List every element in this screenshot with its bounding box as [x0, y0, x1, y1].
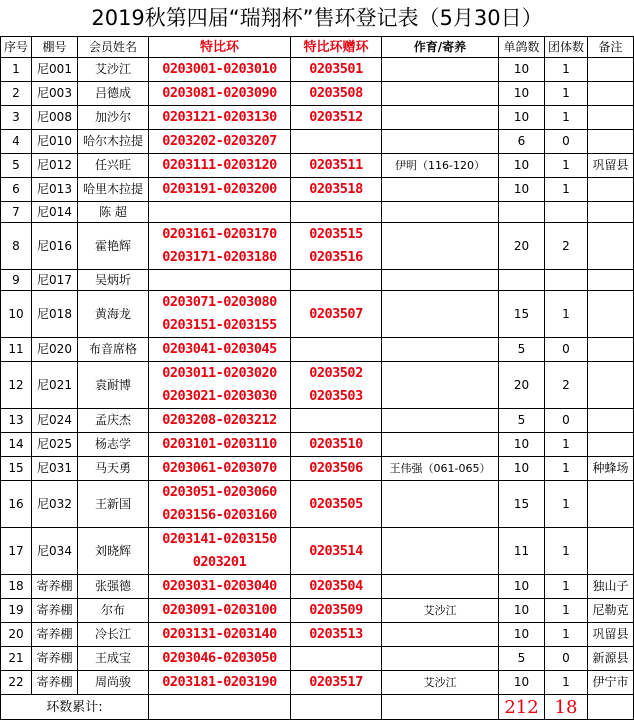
raise-cell	[382, 82, 499, 106]
seq-cell: 5	[1, 154, 32, 178]
single-total: 212	[499, 695, 545, 720]
group-count-cell: 1	[545, 623, 588, 647]
special-ring-cell-line: 0203161-0203170	[162, 226, 277, 242]
raise-cell	[382, 575, 499, 599]
raise-cell	[382, 528, 499, 575]
gift-ring-cell	[291, 671, 382, 695]
summary-empty-cell	[291, 695, 382, 720]
table-row	[1, 291, 634, 338]
member-name-cell: 任兴旺	[78, 154, 149, 178]
gift-ring-cell	[291, 58, 382, 82]
group-count-cell: 1	[545, 457, 588, 481]
special-ring-cell	[149, 154, 291, 178]
loft-cell: 尼014	[32, 202, 78, 223]
member-name-cell: 吴炳圻	[78, 270, 149, 291]
page-title: 2019秋第四届“瑞翔杯”售环登记表（5月30日）	[91, 6, 543, 30]
member-name-cell: 艾沙江	[78, 58, 149, 82]
raise-cell	[382, 178, 499, 202]
seq-cell: 22	[1, 671, 32, 695]
raise-cell	[382, 202, 499, 223]
table-row	[1, 130, 634, 154]
gift-ring-cell	[291, 528, 382, 575]
special-ring-cell-line: 0203081-0203090	[162, 85, 277, 101]
gift-ring-cell-line: 0203506	[309, 460, 363, 476]
raise-cell: 王伟强（061-065）	[382, 457, 499, 481]
single-count-cell: 10	[499, 575, 545, 599]
loft-cell: 尼008	[32, 106, 78, 130]
group-count-cell: 1	[545, 291, 588, 338]
gift-ring-cell-line: 0203505	[309, 495, 363, 512]
special-ring-cell-line: 0203171-0203180	[162, 249, 277, 265]
special-ring-cell-line: 0203021-0203030	[162, 388, 277, 404]
single-count-cell: 5	[499, 338, 545, 362]
raise-cell	[382, 433, 499, 457]
seq-cell: 9	[1, 270, 32, 291]
gift-ring-cell	[291, 647, 382, 671]
special-ring-cell-line: 0203046-0203050	[162, 650, 277, 666]
single-count-cell	[499, 202, 545, 223]
seq-cell: 17	[1, 528, 32, 575]
raise-cell	[382, 409, 499, 433]
seq-cell: 12	[1, 362, 32, 409]
member-name-cell: 霍艳辉	[78, 223, 149, 270]
note-cell	[588, 362, 634, 409]
gift-ring-cell	[291, 154, 382, 178]
group-count-cell: 1	[545, 178, 588, 202]
note-cell: 伊宁市	[588, 671, 634, 695]
note-cell	[588, 202, 634, 223]
table-row	[1, 362, 634, 409]
loft-cell: 寄养棚	[32, 623, 78, 647]
group-count-cell: 1	[545, 575, 588, 599]
member-name-cell: 布音席格	[78, 338, 149, 362]
special-ring-cell	[149, 270, 291, 291]
loft-cell: 寄养棚	[32, 647, 78, 671]
raise-cell	[382, 481, 499, 528]
single-count-cell: 10	[499, 178, 545, 202]
gift-ring-cell	[291, 409, 382, 433]
special-ring-cell-line: 0203208-0203212	[162, 412, 277, 428]
gift-ring-cell-line: 0203514	[309, 542, 363, 559]
header-seq: 序号	[1, 37, 32, 58]
note-cell: 尼勒克	[588, 599, 634, 623]
loft-cell: 尼016	[32, 223, 78, 270]
loft-cell: 尼034	[32, 528, 78, 575]
gift-ring-cell	[291, 270, 382, 291]
table-row	[1, 409, 634, 433]
note-cell	[588, 178, 634, 202]
loft-cell: 尼032	[32, 481, 78, 528]
special-ring-cell-line: 0203181-0203190	[162, 674, 277, 690]
loft-cell: 尼031	[32, 457, 78, 481]
single-count-cell: 20	[499, 223, 545, 270]
member-name-cell: 杨志学	[78, 433, 149, 457]
table-row	[1, 178, 634, 202]
special-ring-cell	[149, 623, 291, 647]
header-special-ring: 特比环	[149, 37, 291, 58]
table-row	[1, 457, 634, 481]
member-name-cell: 陈 超	[78, 202, 149, 223]
table-row	[1, 106, 634, 130]
raise-cell	[382, 106, 499, 130]
note-cell	[588, 130, 634, 154]
gift-ring-cell	[291, 623, 382, 647]
raise-cell: 伊明（116-120）	[382, 154, 499, 178]
note-cell	[588, 291, 634, 338]
gift-ring-cell	[291, 575, 382, 599]
special-ring-cell	[149, 178, 291, 202]
loft-cell: 寄养棚	[32, 575, 78, 599]
member-name-cell: 冷长江	[78, 623, 149, 647]
header-gift-ring: 特比环赠环	[291, 37, 382, 58]
table-row	[1, 58, 634, 82]
note-cell: 新源县	[588, 647, 634, 671]
special-ring-cell	[149, 223, 291, 270]
header-member: 会员姓名	[78, 37, 149, 58]
special-ring-cell	[149, 647, 291, 671]
header-raise: 作育/寄养	[382, 37, 499, 58]
gift-ring-cell	[291, 338, 382, 362]
special-ring-cell-line: 0203051-0203060	[162, 484, 277, 500]
gift-ring-cell	[291, 82, 382, 106]
loft-cell: 尼021	[32, 362, 78, 409]
summary-empty-cell	[149, 695, 291, 720]
raise-cell	[382, 130, 499, 154]
member-name-cell: 张强德	[78, 575, 149, 599]
special-ring-cell-line: 0203156-0203160	[162, 507, 277, 523]
summary-label: 环数累计:	[1, 695, 149, 720]
seq-cell: 2	[1, 82, 32, 106]
loft-cell: 寄养棚	[32, 671, 78, 695]
gift-ring-cell-line: 0203515	[309, 226, 363, 242]
gift-ring-cell	[291, 202, 382, 223]
note-cell	[588, 528, 634, 575]
gift-ring-cell-line: 0203508	[309, 85, 363, 101]
gift-ring-cell	[291, 223, 382, 270]
group-count-cell: 1	[545, 433, 588, 457]
note-cell	[588, 106, 634, 130]
raise-cell	[382, 223, 499, 270]
single-count-cell: 20	[499, 362, 545, 409]
summary-row	[1, 695, 634, 720]
special-ring-cell	[149, 106, 291, 130]
table-row	[1, 202, 634, 223]
loft-cell: 尼012	[32, 154, 78, 178]
special-ring-cell	[149, 58, 291, 82]
table-row	[1, 154, 634, 178]
group-count-cell: 2	[545, 362, 588, 409]
special-ring-cell-line: 0203191-0203200	[162, 181, 277, 197]
gift-ring-cell-line: 0203517	[309, 674, 363, 690]
special-ring-cell-line: 0203061-0203070	[162, 460, 277, 476]
group-count-cell: 1	[545, 58, 588, 82]
single-count-cell: 6	[499, 130, 545, 154]
special-ring-cell	[149, 362, 291, 409]
single-count-cell: 10	[499, 58, 545, 82]
member-name-cell: 刘晓辉	[78, 528, 149, 575]
gift-ring-cell-line: 0203501	[309, 61, 363, 77]
header-single-count: 单鸽数	[499, 37, 545, 58]
special-ring-cell-line: 0203011-0203020	[162, 365, 277, 381]
single-count-cell: 10	[499, 433, 545, 457]
member-name-cell: 王新国	[78, 481, 149, 528]
seq-cell: 16	[1, 481, 32, 528]
gift-ring-cell	[291, 178, 382, 202]
special-ring-cell	[149, 575, 291, 599]
raise-cell	[382, 338, 499, 362]
single-count-cell: 10	[499, 154, 545, 178]
table-row	[1, 481, 634, 528]
group-count-cell: 1	[545, 154, 588, 178]
table-row	[1, 338, 634, 362]
member-name-cell: 加沙尔	[78, 106, 149, 130]
group-count-cell: 1	[545, 481, 588, 528]
seq-cell: 1	[1, 58, 32, 82]
group-count-cell: 0	[545, 338, 588, 362]
summary-empty-cell	[588, 695, 634, 720]
gift-ring-cell	[291, 362, 382, 409]
loft-cell: 尼024	[32, 409, 78, 433]
note-cell: 巩留县	[588, 623, 634, 647]
special-ring-cell-line: 0203131-0203140	[162, 626, 277, 642]
special-ring-cell	[149, 481, 291, 528]
gift-ring-cell-line: 0203513	[309, 626, 363, 642]
gift-ring-cell-line: 0203509	[309, 602, 363, 618]
seq-cell: 14	[1, 433, 32, 457]
raise-cell: 艾沙江	[382, 671, 499, 695]
table-row	[1, 599, 634, 623]
table-row	[1, 433, 634, 457]
special-ring-cell-line: 0203121-0203130	[162, 109, 277, 125]
single-count-cell: 10	[499, 82, 545, 106]
note-cell	[588, 58, 634, 82]
special-ring-cell	[149, 291, 291, 338]
special-ring-cell	[149, 457, 291, 481]
seq-cell: 20	[1, 623, 32, 647]
single-count-cell: 5	[499, 647, 545, 671]
note-cell: 种蜂场	[588, 457, 634, 481]
special-ring-cell-line: 0203071-0203080	[162, 294, 277, 310]
group-count-cell: 1	[545, 528, 588, 575]
gift-ring-cell	[291, 599, 382, 623]
special-ring-cell-line: 0203201	[192, 554, 247, 570]
special-ring-cell	[149, 528, 291, 575]
gift-ring-cell	[291, 130, 382, 154]
table-row	[1, 647, 634, 671]
gift-ring-cell-line: 0203507	[309, 305, 363, 322]
note-cell	[588, 82, 634, 106]
note-cell	[588, 338, 634, 362]
seq-cell: 7	[1, 202, 32, 223]
single-count-cell: 10	[499, 106, 545, 130]
gift-ring-cell-line: 0203504	[309, 578, 363, 594]
loft-cell: 尼003	[32, 82, 78, 106]
member-name-cell: 周尚骏	[78, 671, 149, 695]
gift-ring-cell-line: 0203518	[309, 181, 363, 197]
seq-cell: 13	[1, 409, 32, 433]
header-loft: 棚号	[32, 37, 78, 58]
note-cell	[588, 270, 634, 291]
special-ring-cell-line: 0203202-0203207	[162, 133, 277, 149]
table-row	[1, 223, 634, 270]
single-count-cell: 10	[499, 671, 545, 695]
seq-cell: 6	[1, 178, 32, 202]
group-count-cell: 2	[545, 223, 588, 270]
special-ring-cell	[149, 599, 291, 623]
header-group-count: 团体数	[545, 37, 588, 58]
seq-cell: 11	[1, 338, 32, 362]
loft-cell: 尼010	[32, 130, 78, 154]
raise-cell	[382, 362, 499, 409]
gift-ring-cell-line: 0203502	[309, 365, 363, 381]
gift-ring-cell	[291, 433, 382, 457]
seq-cell: 8	[1, 223, 32, 270]
special-ring-cell-line: 0203091-0203100	[162, 602, 277, 618]
table-row	[1, 270, 634, 291]
special-ring-cell	[149, 433, 291, 457]
single-count-cell: 10	[499, 457, 545, 481]
member-name-cell: 哈尔木拉提	[78, 130, 149, 154]
gift-ring-cell-line: 0203512	[309, 109, 363, 125]
group-count-cell: 1	[545, 599, 588, 623]
loft-cell: 尼020	[32, 338, 78, 362]
seq-cell: 4	[1, 130, 32, 154]
table-row	[1, 671, 634, 695]
single-count-cell: 15	[499, 291, 545, 338]
single-count-cell: 11	[499, 528, 545, 575]
member-name-cell: 王成宝	[78, 647, 149, 671]
note-cell: 巩留县	[588, 154, 634, 178]
seq-cell: 15	[1, 457, 32, 481]
note-cell	[588, 409, 634, 433]
table-row	[1, 575, 634, 599]
table-body	[1, 58, 634, 695]
loft-cell: 尼017	[32, 270, 78, 291]
seq-cell: 10	[1, 291, 32, 338]
special-ring-cell	[149, 202, 291, 223]
special-ring-cell-line: 0203151-0203155	[162, 317, 277, 333]
loft-cell: 尼013	[32, 178, 78, 202]
note-cell: 独山子	[588, 575, 634, 599]
summary-empty-cell	[382, 695, 499, 720]
gift-ring-cell-line: 0203510	[309, 436, 363, 452]
gift-ring-cell	[291, 291, 382, 338]
table-row	[1, 623, 634, 647]
special-ring-cell	[149, 82, 291, 106]
seq-cell: 18	[1, 575, 32, 599]
group-count-cell: 0	[545, 409, 588, 433]
loft-cell: 尼018	[32, 291, 78, 338]
group-count-cell: 1	[545, 106, 588, 130]
raise-cell	[382, 647, 499, 671]
gift-ring-cell-line: 0203511	[309, 157, 363, 173]
special-ring-cell	[149, 671, 291, 695]
gift-ring-cell	[291, 106, 382, 130]
gift-ring-cell-line: 0203503	[309, 388, 363, 404]
special-ring-cell	[149, 130, 291, 154]
loft-cell: 尼025	[32, 433, 78, 457]
seq-cell: 3	[1, 106, 32, 130]
member-name-cell: 袁耐博	[78, 362, 149, 409]
group-count-cell	[545, 202, 588, 223]
group-total: 18	[545, 695, 588, 720]
gift-ring-cell	[291, 481, 382, 528]
raise-cell	[382, 291, 499, 338]
special-ring-cell	[149, 338, 291, 362]
special-ring-cell-line: 0203101-0203110	[162, 436, 277, 452]
special-ring-cell-line: 0203031-0203040	[162, 578, 277, 594]
header-row	[1, 37, 634, 58]
loft-cell: 寄养棚	[32, 599, 78, 623]
raise-cell	[382, 270, 499, 291]
special-ring-cell	[149, 409, 291, 433]
member-name-cell: 孟庆杰	[78, 409, 149, 433]
member-name-cell: 黄海龙	[78, 291, 149, 338]
group-count-cell	[545, 270, 588, 291]
member-name-cell: 吕德成	[78, 82, 149, 106]
single-count-cell	[499, 270, 545, 291]
member-name-cell: 马天勇	[78, 457, 149, 481]
ring-sales-table	[0, 36, 634, 720]
note-cell	[588, 481, 634, 528]
table-row	[1, 82, 634, 106]
special-ring-cell-line: 0203001-0203010	[162, 61, 277, 77]
member-name-cell: 哈里木拉提	[78, 178, 149, 202]
member-name-cell: 尔布	[78, 599, 149, 623]
raise-cell: 艾沙江	[382, 599, 499, 623]
seq-cell: 21	[1, 647, 32, 671]
group-count-cell: 0	[545, 130, 588, 154]
loft-cell: 尼001	[32, 58, 78, 82]
single-count-cell: 5	[499, 409, 545, 433]
group-count-cell: 1	[545, 82, 588, 106]
special-ring-cell-line: 0203111-0203120	[162, 157, 277, 173]
table-row	[1, 528, 634, 575]
raise-cell	[382, 623, 499, 647]
group-count-cell: 1	[545, 671, 588, 695]
note-cell	[588, 223, 634, 270]
seq-cell: 19	[1, 599, 32, 623]
group-count-cell: 0	[545, 647, 588, 671]
header-note: 备注	[588, 37, 634, 58]
special-ring-cell-line: 0203041-0203045	[162, 341, 277, 357]
single-count-cell: 10	[499, 599, 545, 623]
note-cell	[588, 433, 634, 457]
special-ring-cell-line: 0203141-0203150	[162, 531, 277, 547]
gift-ring-cell-line: 0203516	[309, 249, 363, 265]
raise-cell	[382, 58, 499, 82]
single-count-cell: 10	[499, 623, 545, 647]
gift-ring-cell	[291, 457, 382, 481]
single-count-cell: 15	[499, 481, 545, 528]
